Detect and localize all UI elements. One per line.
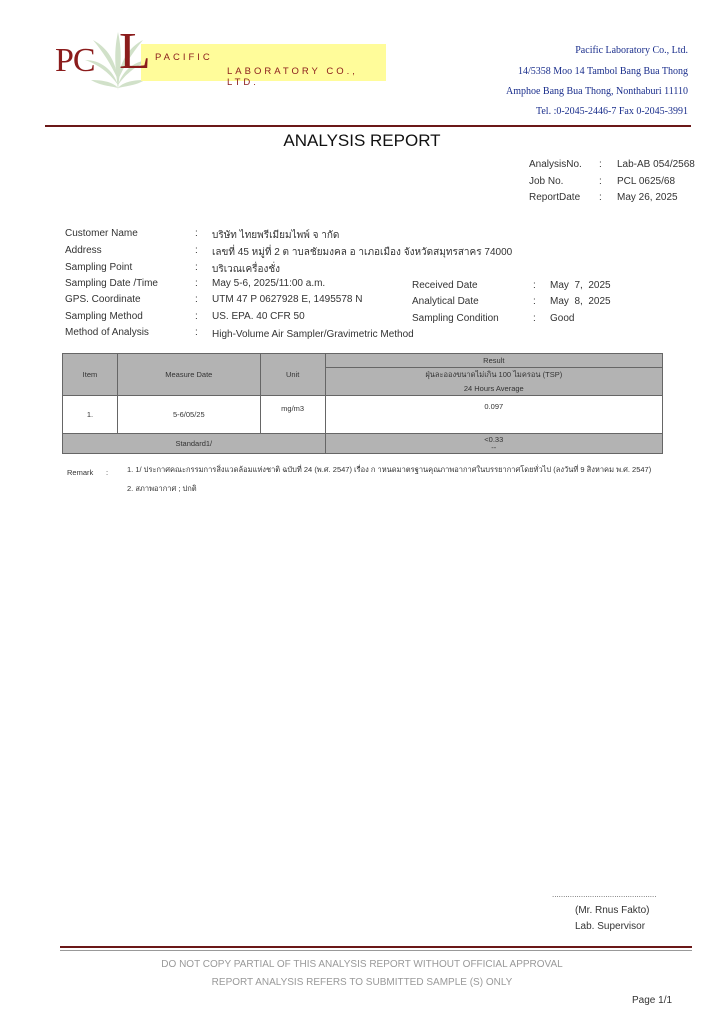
info-label: Analytical Date — [412, 296, 479, 307]
info-label: Customer Name — [65, 228, 138, 239]
meta-sep: : — [599, 192, 602, 203]
table-row — [63, 396, 663, 434]
info-sep: : — [195, 311, 198, 322]
footer-divider — [60, 946, 692, 948]
signature-line: ............................................... — [552, 890, 657, 899]
standard-row — [63, 434, 663, 454]
company-address1: 14/5358 Moo 14 Tambol Bang Bua Thong — [517, 66, 688, 77]
info-label: GPS. Coordinate — [65, 294, 141, 305]
address: เลขที่ 45 หมู่ที่ 2 ต าบลชัยมงคล อ าเภอเมือง จังหวัดสมุทรสาคร 74000 — [212, 247, 513, 258]
info-sep: : — [195, 228, 198, 239]
job-no: PCL 0625/68 — [617, 176, 676, 187]
header-item: Item — [63, 354, 118, 396]
sampling-condition: Good — [550, 313, 575, 324]
page-title: ANALYSIS REPORT — [283, 131, 441, 150]
meta-label: Job No. — [529, 176, 564, 187]
standard-label: Standard1/ — [63, 434, 326, 454]
footer-notice2: REPORT ANALYSIS REFERS TO SUBMITTED SAMPLE (S) ONLY — [211, 977, 513, 988]
row-measure-date: 5-6/05/25 — [117, 396, 260, 434]
info-sep: : — [195, 327, 198, 338]
header-result: Result — [325, 354, 662, 368]
signatory-name: (Mr. Rnus Fakto) — [575, 905, 650, 916]
info-label: Received Date — [412, 280, 478, 291]
meta-sep: : — [599, 159, 602, 170]
company-name: Pacific Laboratory Co., Ltd. — [575, 45, 688, 56]
logo-pc: PC — [55, 42, 95, 79]
row-value: 0.097 — [325, 396, 662, 434]
header-average: 24 Hours Average — [325, 382, 662, 396]
row-unit: mg/m3 — [260, 396, 325, 434]
customer-name: บริษัท ไทยพรีเมียมไพพ์ จ ากัด — [212, 230, 340, 241]
sampling-date: May 5-6, 2025/11:00 a.m. — [212, 278, 326, 289]
sampling-point: บริเวณเครื่องชั่ง — [212, 264, 281, 275]
info-sep: : — [195, 294, 198, 305]
report-date: May 26, 2025 — [617, 192, 678, 203]
standard-cell — [325, 434, 662, 454]
analytical-date: May 8, 2025 — [550, 296, 611, 307]
company-logo — [55, 23, 390, 92]
results-table — [62, 353, 663, 454]
info-label: Address — [65, 245, 102, 256]
standard-note: -- — [491, 442, 497, 452]
info-sep: : — [195, 278, 198, 289]
header-parameter: ฝุ่นละอองขนาดไม่เกิน 100 ไมครอน (TSP) — [325, 368, 662, 382]
logo-l: L — [119, 23, 151, 80]
info-label: Sampling Condition — [412, 313, 499, 324]
logo-line1: PACIFIC — [155, 52, 213, 63]
info-sep: : — [533, 313, 536, 324]
method-of-analysis: High-Volume Air Sampler/Gravimetric Method — [212, 329, 414, 340]
info-sep: : — [533, 280, 536, 291]
standard-value: <0.33 — [484, 434, 504, 444]
info-label: Sampling Point — [65, 262, 133, 273]
received-date: May 7, 2025 — [550, 280, 611, 291]
meta-label: AnalysisNo. — [529, 159, 582, 170]
header-measure-date: Measure Date — [117, 354, 260, 396]
info-sep: : — [533, 296, 536, 307]
info-sep: : — [195, 245, 198, 256]
signatory-title: Lab. Supervisor — [575, 921, 646, 932]
info-sep: : — [195, 262, 198, 273]
analysis-no: Lab-AB 054/2568 — [617, 159, 695, 170]
row-item: 1. — [63, 396, 118, 434]
company-address2: Amphoe Bang Bua Thong, Nonthaburi 11110 — [505, 86, 688, 97]
gps-coordinate: UTM 47 P 0627928 E, 1495578 N — [212, 294, 363, 305]
remark-sep: : — [106, 468, 109, 477]
remark-label: Remark — [67, 468, 94, 477]
remark-line2: 2. สภาพอากาศ ; ปกติ — [127, 484, 197, 493]
logo-line2: LABORATORY CO., LTD. — [227, 66, 358, 88]
remark-line1: 1. 1/ ประกาศคณะกรรมการสิ่งแวดล้อมแห่งชาติ ฉบับที่ 24 (พ.ศ. 2547) เรื่อง ก าหนดมาตรฐานคุณภาพอากาศในบรรยากาศโดยทั่วไป (ลงวันที่ 9 สิงหาคม พ.ศ. 2547) — [127, 465, 652, 474]
meta-label: ReportDate — [529, 192, 581, 203]
company-tel: Tel. :0-2045-2446-7 Fax 0-2045-3991 — [535, 106, 688, 117]
sampling-method: US. EPA. 40 CFR 50 — [212, 311, 305, 322]
info-label: Sampling Date /Time — [65, 278, 158, 289]
info-label: Method of Analysis — [65, 327, 149, 338]
footer-divider-thin — [60, 950, 692, 951]
meta-sep: : — [599, 176, 602, 187]
info-label: Sampling Method — [65, 311, 143, 322]
page-number: Page 1/1 — [632, 995, 673, 1006]
footer-notice1: DO NOT COPY PARTIAL OF THIS ANALYSIS REPORT WITHOUT OFFICIAL APPROVAL — [161, 959, 563, 970]
header-unit: Unit — [260, 354, 325, 396]
header-divider — [45, 125, 691, 127]
